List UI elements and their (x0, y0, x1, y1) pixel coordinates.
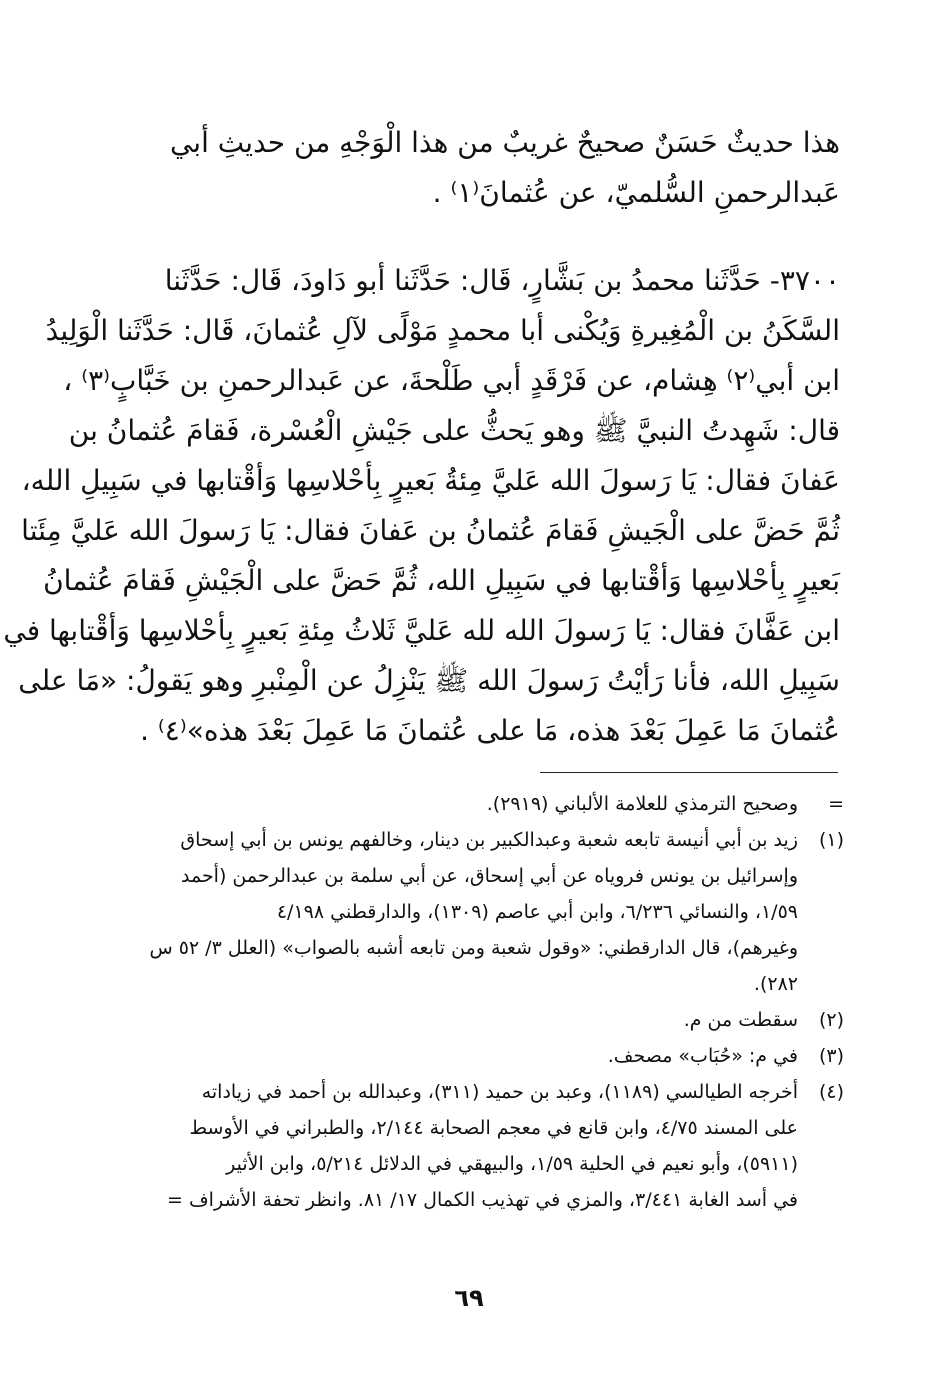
footnote-marker: = (828, 793, 844, 815)
footnote-line: في أسد الغابة ٣/٤٤١، والمزي في تهذيب الكمال ١٧/ ٨١. وانظر تحفة الأشراف = (167, 1189, 798, 1211)
footnote-line: (٥٩١١)، وأبو نعيم في الحلية ١/٥٩، والبيهقي في الدلائل ٥/٢١٤، وابن الأثير (226, 1153, 798, 1175)
footnote-marker: (١) (818, 829, 844, 851)
footnote-line: سقطت من م. (683, 1009, 798, 1031)
footnote-line: في م: «حُبَاب» مصحف. (607, 1045, 798, 1067)
footnote-continuation (112, 786, 844, 822)
footnote-1 (112, 822, 844, 1002)
text-line: قال: شَهِدتُ النبيَّ ﷺ وهو يَحثُّ على جَيْشِ الْعُسْرة، فَقامَ عُثمانُ بن (68, 414, 840, 447)
footnote-line: زيد بن أبي أنيسة تابعه شعبة وعبدالكبير بن دينار، وخالفهم يونس بن أبي إسحاق (180, 829, 798, 851)
text-line: ابن عَفَّانَ فقال: يَا رَسولَ الله لله عَليَّ ثَلاثُ مِئةِ بَعيرٍ بِأحْلاسِها وَأقْتابها في (3, 614, 840, 647)
footnote-line: ١/٥٩، والنسائي ٦/٢٣٦، وابن أبي عاصم (١٣٠٩)، والدارقطني ٤/١٩٨ (276, 901, 798, 923)
text-line: بَعيرٍ بِأحْلاسِها وَأقْتابها في سَبِيلِ الله، ثُمَّ حَضَّ على الْجَيْشِ فَقامَ عُثمانُ (43, 564, 840, 597)
text-line: ابن أبي⁽٢⁾ هِشام، عن فَرْقَدٍ أبي طَلْحةَ، عن عَبدالرحمنِ بن خَبَّابٍ⁽٣⁾ ، (63, 364, 840, 397)
footnote-4 (112, 1074, 844, 1218)
text-line: عُثمانَ مَا عَمِلَ بَعْدَ هذه، مَا على عُثمانَ مَا عَمِلَ بَعْدَ هذه»⁽٤⁾ . (140, 714, 840, 747)
footnote-2 (112, 1002, 844, 1038)
main-text (3, 118, 840, 756)
footnote-marker: (٤) (818, 1081, 844, 1103)
text-line: السَّكَنُ بن الْمُغِيرةِ وَيُكْنى أبا محمدٍ مَوْلًى لآلِ عُثمانَ، قَال: حَدَّثَنا الْوَلِيدُ (45, 314, 840, 347)
footnote-marker: (٢) (818, 1009, 844, 1031)
text-line: ٣٧٠٠- حَدَّثَنا محمدُ بن بَشَّارٍ، قَال: حَدَّثَنا أبو دَاودَ، قَال: حَدَّثَنا (164, 264, 840, 297)
paragraph-hadith-grading (112, 118, 840, 218)
text-line: سَبِيلِ الله، فأنا رَأيْتُ رَسولَ الله ﷺ يَنْزِلُ عن الْمِنْبرِ وهو يَقولُ: «مَا على (18, 664, 840, 697)
footnote-line: ٢٨٢). (753, 973, 798, 995)
text-line: عَبدالرحمنِ السُّلميّ، عن عُثمانَ⁽١⁾ . (432, 176, 840, 209)
footnote-3 (112, 1038, 844, 1074)
footnote-line: على المسند ٤/٧٥، وابن قانع في معجم الصحابة ٢/١٤٤، والطبراني في الأوسط (189, 1117, 798, 1139)
text-line: ثُمَّ حَضَّ على الْجَيشِ فَقامَ عُثمانُ بن عَفانَ فقال: يَا رَسولَ الله عَليَّ مِئَتا (21, 514, 840, 547)
footnote-line: وصحيح الترمذي للعلامة الألباني (٢٩١٩). (486, 793, 798, 815)
footnote-line: وإسرائيل بن يونس فروياه عن أبي إسحاق، عن أبي سلمة بن عبدالرحمن (أحمد (180, 865, 798, 887)
page-number: ٦٩ (454, 1284, 484, 1312)
footnote-marker: (٣) (818, 1045, 844, 1067)
text-line: عَفانَ فقال: يَا رَسولَ الله عَليَّ مِئةُ بَعيرٍ بِأحْلاسِها وَأقْتابها في سَبِيلِ الله، (21, 464, 840, 497)
footnote-line: أخرجه الطيالسي (١١٨٩)، وعبد بن حميد (٣١١)، وعبدالله بن أحمد في زياداته (201, 1081, 798, 1103)
footnotes (112, 786, 844, 1218)
paragraph-hadith-3700 (3, 256, 840, 756)
footnote-line: وغيرهم)، قال الدارقطني: «وقول شعبة ومن تابعه أشبه بالصواب» (العلل ٣/ ٥٢ س (149, 937, 798, 959)
footnote-separator (540, 772, 838, 773)
text-line: هذا حديثٌ حَسَنٌ صحيحٌ غريبٌ من هذا الْوَجْهِ من حديثِ أبي (169, 126, 840, 159)
